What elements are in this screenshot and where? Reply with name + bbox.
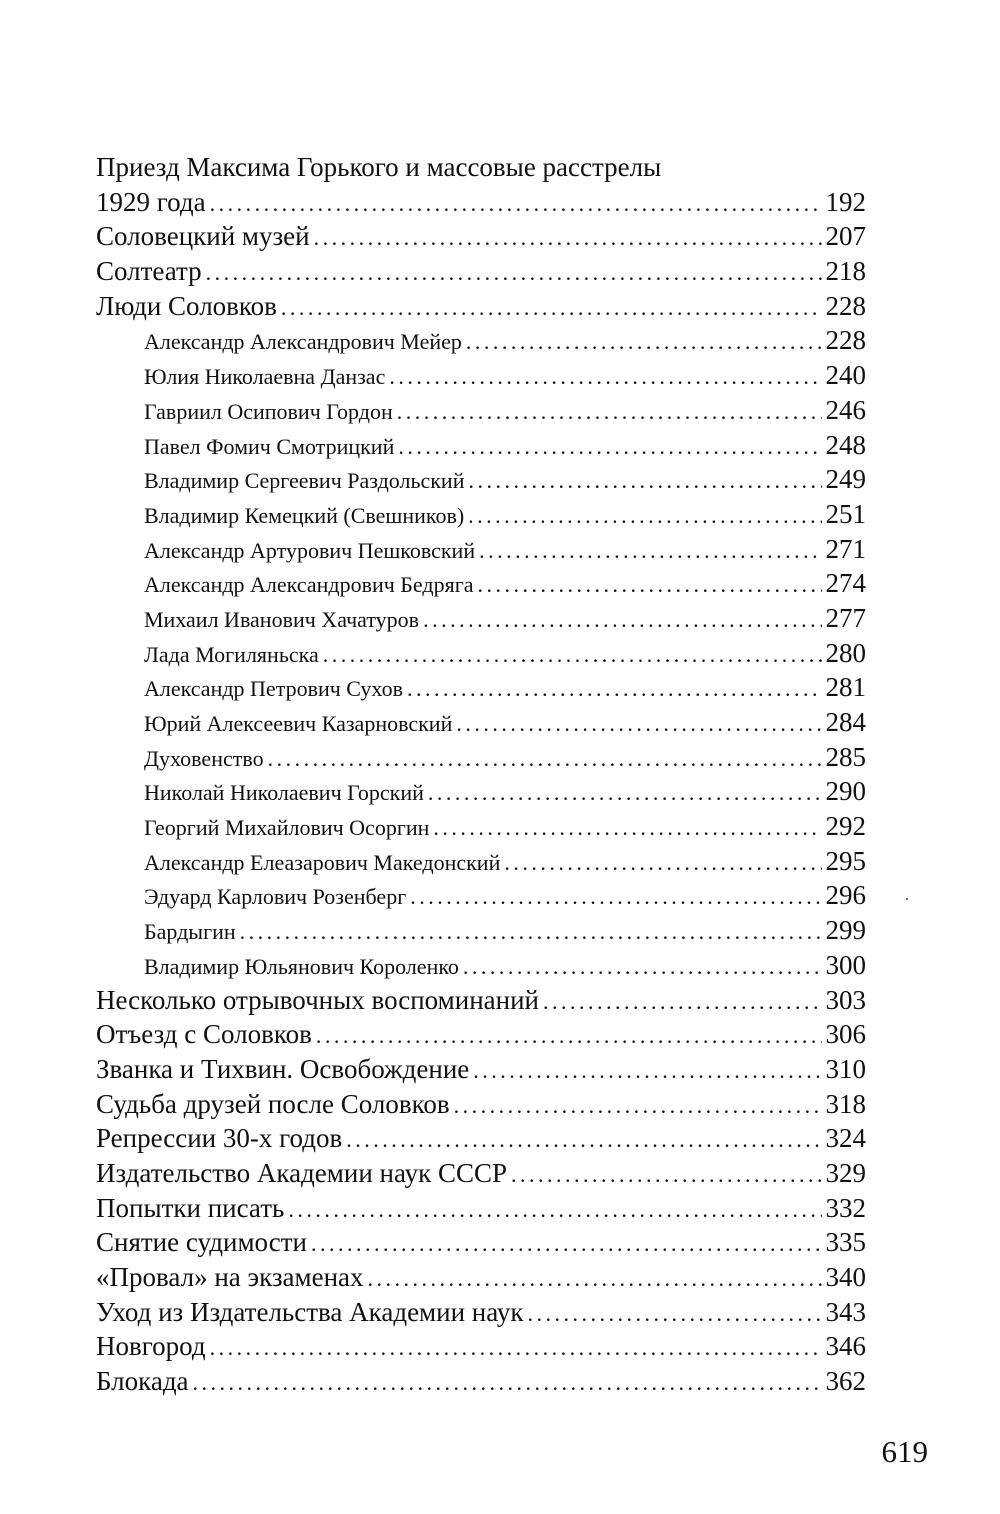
dot-leader [456,707,821,742]
toc-subentry-title: Николай Николаевич Горский [144,780,424,806]
toc-subentry [96,323,866,358]
toc-entry-title: Попытки писать [96,1192,285,1223]
dot-leader [311,1227,822,1262]
toc-subentry-title: Александр Елеазарович Македонский [144,849,501,875]
toc-subentry-title: Павел Фомич Смотрицкий [144,433,395,459]
toc-entry-title: Судьба друзей после Соловков [96,1088,450,1119]
dot-leader [288,1193,821,1228]
toc-entry-page: 332 [825,1192,866,1223]
toc-entry [96,1329,866,1364]
toc-entry-page: 218 [825,256,866,287]
toc-entry-page: 343 [825,1296,866,1327]
dot-leader [314,221,822,256]
dot-leader [543,985,822,1020]
toc-entry [96,289,866,324]
toc-entry [96,219,866,254]
toc-entry-title: Соловецкий музей [96,221,310,252]
dot-leader [398,430,821,465]
toc-entry-title: Уход из Издательства Академии наук [96,1296,524,1327]
toc-subentry-page: 271 [825,533,866,564]
toc-entry-page: 335 [825,1227,866,1258]
dot-leader [511,1158,822,1193]
toc-entry-page: 318 [825,1088,866,1119]
dot-leader [389,360,821,395]
toc-subentry [96,705,866,740]
dot-leader [407,672,822,707]
toc-subentry [96,358,866,393]
toc-entry-title: Издательство Академии наук СССР [96,1157,507,1188]
toc-subentry-title: Александр Петрович Сухов [144,676,403,702]
dot-leader [479,534,821,569]
dot-leader [206,256,822,291]
toc-entry-page: 303 [825,984,866,1015]
toc-entry [96,1087,866,1122]
toc-entry [96,1191,866,1226]
toc-entry [96,1017,866,1052]
dot-leader [346,1123,821,1158]
toc-subentry-title: Гавриил Осипович Гордон [144,398,393,424]
toc-subentry [96,428,866,463]
toc-subentry [96,878,866,913]
dot-leader [323,638,822,673]
toc-entry-page: 310 [825,1053,866,1084]
dot-leader [193,1366,822,1401]
toc-subentry [96,462,866,497]
toc-entry-page: 329 [825,1157,866,1188]
toc-entry [96,185,866,220]
toc-subentry-page: 246 [825,394,866,425]
toc-subentry [96,740,866,775]
dot-leader [268,742,822,777]
toc-entry [96,1052,866,1087]
dot-leader [397,395,822,430]
toc-entry-page: 306 [825,1019,866,1050]
dot-leader [468,499,821,534]
toc-subentry-page: 295 [825,845,866,876]
toc-entry-title: Блокада [96,1366,189,1397]
toc-subentry [96,601,866,636]
toc-subentry [96,844,866,879]
dot-leader [281,291,822,326]
toc-entry [96,983,866,1018]
toc-subentry-title: Духовенство [144,745,264,771]
toc-subentry-title: Лада Могиляньска [144,641,319,667]
dot-leader [463,950,822,985]
dot-leader [423,603,821,638]
toc-entry [96,1295,866,1330]
toc-subentry [96,566,866,601]
toc-subentry-page: 284 [825,707,866,737]
dot-leader [454,1089,822,1124]
toc-subentry-page: 277 [825,602,866,633]
toc-subentry-page: 299 [825,915,866,946]
toc-subentry-page: 251 [825,498,866,529]
dot-leader [428,776,822,811]
toc-subentry-page: 248 [825,429,866,460]
toc-entry-title: Люди Соловков [96,290,277,321]
toc-subentry-title: Владимир Юльянович Короленко [144,953,459,979]
toc-entry-title-continued: Приезд Максима Горького и массовые расстрелы [96,152,662,182]
toc-subentry [96,913,866,948]
toc-entry-page: 192 [825,186,866,217]
toc-entry-title: Отъезд с Соловков [96,1019,312,1050]
toc-subentry-page: 228 [825,325,866,356]
toc-subentry-title: Михаил Иванович Хачатуров [144,606,420,632]
toc-entry [96,1156,866,1191]
toc-subentry-title: Эдуард Карлович Розенберг [144,884,407,910]
toc-subentry-title: Бардыгин [144,919,236,945]
toc-subentry-title: Георгий Михайлович Осоргин [144,815,430,841]
toc-subentry-title: Владимир Кемецкий (Свешников) [144,502,465,528]
toc-entry-page: 340 [825,1262,866,1292]
page-number: 619 [881,1434,928,1469]
dot-leader [210,1331,822,1366]
toc-entry [96,1121,866,1156]
dot-leader [473,1054,821,1089]
toc-entry-page: 346 [825,1331,866,1362]
table-of-contents [96,150,866,1399]
toc-entry-title: Несколько отрывочных воспоминаний [96,984,539,1015]
dot-leader [316,1019,822,1054]
dot-leader [368,1262,822,1297]
toc-entry-title: Новгород [96,1331,206,1362]
toc-subentry-title: Александр Александрович Бедряга [144,572,474,598]
toc-subentry-title: Владимир Сергеевич Раздольский [144,468,465,494]
toc-subentry-title: Александр Артурович Пешковский [144,537,476,563]
toc-entry-page: 362 [825,1366,866,1397]
toc-subentry-page: 292 [825,811,866,842]
toc-subentry-page: 280 [825,637,866,668]
dot-leader [410,880,821,915]
toc-subentry [96,774,866,809]
toc-entry [96,1260,866,1295]
toc-subentry-page: 285 [825,741,866,772]
toc-subentry-page: 290 [825,776,866,807]
toc-subentry [96,948,866,983]
toc-subentry [96,532,866,567]
toc-subentry-page: 249 [825,464,866,495]
toc-entry-title: Званка и Тихвин. Освобождение [96,1053,470,1084]
toc-subentry-page: 274 [825,568,866,599]
dot-leader [466,325,822,360]
toc-subentry-title: Юрий Алексеевич Казарновский [144,711,453,736]
toc-entry-title: «Провал» на экзаменах [96,1262,364,1292]
dot-leader [433,811,821,846]
toc-subentry-page: 296 [825,880,866,911]
toc-entry-page: 207 [825,221,866,252]
toc-entry-page: 228 [825,290,866,321]
print-speck [906,898,908,900]
toc-entry-title: Снятие судимости [96,1227,307,1258]
toc-entry-title: Репрессии 30-х годов [96,1123,343,1154]
dot-leader [504,846,821,881]
dot-leader [240,915,822,950]
dot-leader [527,1297,821,1332]
toc-entry [96,254,866,289]
toc-subentry [96,809,866,844]
toc-subentry [96,670,866,705]
toc-subentry [96,497,866,532]
toc-subentry [96,393,866,428]
toc-subentry-page: 281 [825,672,866,703]
toc-subentry-title: Александр Александрович Мейер [144,329,462,355]
dot-leader [210,187,822,222]
toc-entry-page: 324 [825,1123,866,1154]
dot-leader [468,464,821,499]
toc-subentry-title: Юлия Николаевна Данзас [144,364,386,390]
toc-entry-title: 1929 года [96,186,206,217]
toc-subentry [96,636,866,671]
toc-subentry-page: 240 [825,360,866,391]
toc-entry-title: Солтеатр [96,256,202,287]
toc-entry [96,1364,866,1399]
dot-leader [478,568,822,603]
toc-subentry-page: 300 [825,949,866,980]
toc-entry [96,1225,866,1260]
